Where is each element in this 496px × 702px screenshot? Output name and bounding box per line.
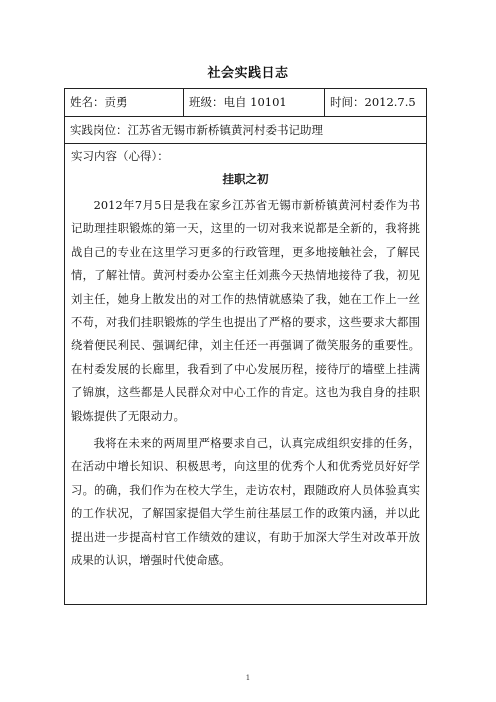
- paragraph-2: 我将在未来的两周里严格要求自己，认真完成组织安排的任务，在活动中增长知识、积极思考，向这里的优秀个人和优秀党员好好学习。的确，我们作为在校大学生，走访农村，跟随政府人员体验真实的工作状况，了解国家提倡大学生前往基层工作的政策内涵，并以此提出进一步提高村官工作绩效的建议，有助于加深大学生对改革开放成果的认识，增强时代使命感。: [71, 437, 420, 568]
- document-title: 社会实践日志: [207, 66, 289, 81]
- time-cell: 时间：2012.7.5: [330, 95, 416, 109]
- content-label: 实习内容（心得）：: [71, 149, 169, 163]
- position-row: [65, 117, 426, 144]
- log-table: [64, 88, 427, 605]
- class-cell: 班级：电自 10101: [184, 89, 325, 116]
- name-cell: 姓名：贡勇: [65, 89, 184, 116]
- paragraph-1: 2012年7月5日是我在家乡江苏省无锡市新桥镇黄河村委作为书记助理挂职锻炼的第一天，这里的一切对我来说都是全新的，我将挑战自己的专业在这里学习更多的行政管理，更多地接触社会，了解民情，了解社情。黄河村委办公室主任刘燕今天热情地接待了我，初见刘主任，她身上散发出的对工作的热情就感染了我，她在工作上一丝不苟，对我们挂职锻炼的学生也提出了严格的要求，这些要求大都围绕着便民利民、强调纪律，刘主任还一再强调了微笑服务的重要性。在村委发展的长廊里，我看到了中心发展历程，接待厅的墙壁上挂满了锦旗，这些都是人民群众对中心工作的肯定。这也为我自身的挂职锻炼提供了无限动力。: [71, 199, 420, 423]
- content-section: [65, 144, 426, 573]
- position-cell: 实践岗位：江苏省无锡市新桥镇黄河村委书记助理: [70, 123, 323, 137]
- content-heading: 挂职之初: [222, 172, 269, 186]
- page-number: 1: [245, 674, 251, 682]
- info-row: [65, 89, 426, 117]
